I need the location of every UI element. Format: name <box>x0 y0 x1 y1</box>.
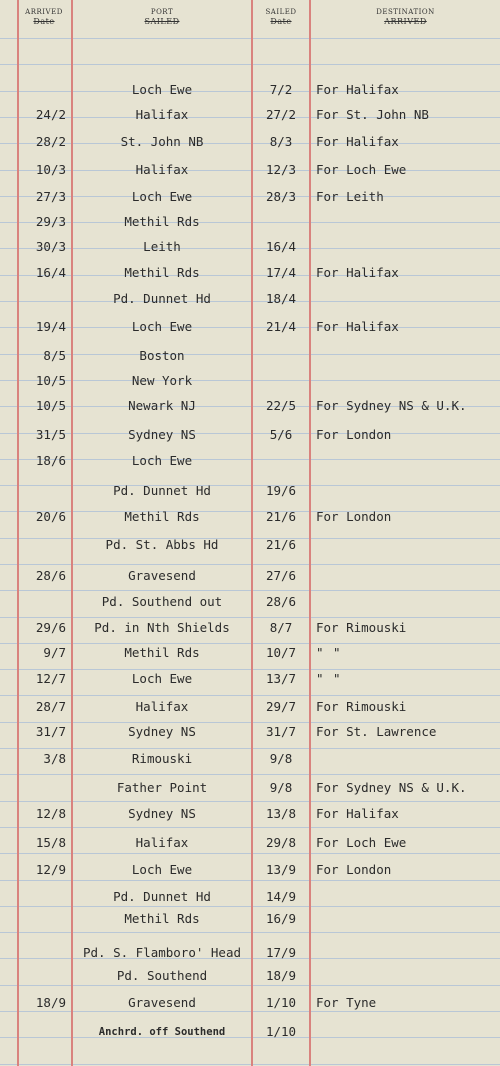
arrived-date: 12/9 <box>35 862 66 877</box>
sailed-date: 17/9 <box>265 945 297 960</box>
port-name: St. John NB <box>120 134 204 149</box>
table-row <box>0 131 500 153</box>
port-name: Halifax <box>135 699 189 714</box>
port-name: Pd. Southend out <box>101 594 223 609</box>
sailed-date: 29/8 <box>265 835 297 850</box>
sailed-date: 21/6 <box>265 509 297 524</box>
port-name: Pd. Dunnet Hd <box>113 889 211 904</box>
table-row <box>0 748 500 770</box>
table-row <box>0 370 500 392</box>
table-row <box>0 480 500 502</box>
table-row <box>0 534 500 556</box>
port-name: Loch Ewe <box>131 671 193 686</box>
port-name: Methil Rds <box>124 911 200 926</box>
port-name: Methil Rds <box>124 265 200 280</box>
sailed-date: 14/9 <box>265 889 297 904</box>
arrived-date: 15/8 <box>35 835 66 850</box>
port-name: Boston <box>139 348 185 363</box>
table-row <box>0 79 500 101</box>
sailed-date: 28/6 <box>265 594 297 609</box>
sailed-date: 21/6 <box>265 537 297 552</box>
port-name: Methil Rds <box>124 509 200 524</box>
table-row <box>0 803 500 825</box>
arrived-date: 24/2 <box>35 107 66 122</box>
arrived-date: 27/3 <box>35 189 66 204</box>
table-row <box>0 642 500 664</box>
sailed-date: 16/9 <box>265 911 297 926</box>
table-row <box>0 777 500 799</box>
port-name: Sydney NS <box>128 806 196 821</box>
table-row <box>0 262 500 284</box>
sailed-date: 5/6 <box>269 427 293 442</box>
table-row <box>0 886 500 908</box>
table-row <box>0 424 500 446</box>
table-row <box>0 316 500 338</box>
port-name: Leith <box>143 239 181 254</box>
sailed-date: 1/10 <box>265 995 297 1010</box>
port-name: Halifax <box>135 107 189 122</box>
port-name: Methil Rds <box>124 214 200 229</box>
destination: For London <box>316 427 392 442</box>
ruled-line <box>0 64 500 65</box>
sailed-date: 12/3 <box>265 162 297 177</box>
destination: For London <box>316 862 392 877</box>
arrived-date: 29/3 <box>35 214 66 229</box>
ruled-line <box>0 801 500 802</box>
port-name: Loch Ewe <box>131 189 193 204</box>
sailed-date: 16/4 <box>265 239 297 254</box>
arrived-date: 29/6 <box>35 620 66 635</box>
table-row <box>0 721 500 743</box>
port-name: Halifax <box>135 162 189 177</box>
ruled-line <box>0 774 500 775</box>
arrived-date: 9/7 <box>43 645 66 660</box>
arrived-date: 12/7 <box>35 671 66 686</box>
arrived-date: 10/5 <box>35 373 66 388</box>
port-name: Loch Ewe <box>131 862 193 877</box>
table-row <box>0 211 500 233</box>
port-name: Pd. in Nth Shields <box>94 620 230 635</box>
port-name: Loch Ewe <box>131 453 193 468</box>
sailed-date: 9/8 <box>269 780 293 795</box>
arrived-date: 20/6 <box>35 509 66 524</box>
table-row <box>0 159 500 181</box>
sailed-date: 18/4 <box>265 291 297 306</box>
arrived-date: 31/7 <box>35 724 66 739</box>
port-name: Sydney NS <box>128 427 196 442</box>
destination: For Tyne <box>316 995 377 1010</box>
arrived-date: 28/2 <box>35 134 66 149</box>
table-row <box>0 1021 500 1043</box>
sailed-date: 31/7 <box>265 724 297 739</box>
destination: " " <box>316 645 342 660</box>
sailed-date: 8/7 <box>269 620 293 635</box>
destination: For Halifax <box>316 265 399 280</box>
arrived-date: 8/5 <box>43 348 66 363</box>
arrived-date: 18/9 <box>35 995 66 1010</box>
ruled-line <box>0 1064 500 1065</box>
port-name: Gravesend <box>128 568 196 583</box>
header-destination: DESTINATION ARRIVED <box>376 8 435 26</box>
sailed-date: 9/8 <box>269 751 293 766</box>
destination: For Halifax <box>316 806 399 821</box>
port-name: Anchrd. off Southend <box>98 1026 226 1038</box>
ruled-line <box>0 827 500 828</box>
table-row <box>0 668 500 690</box>
sailed-date: 1/10 <box>265 1024 297 1039</box>
destination: For Leith <box>316 189 384 204</box>
table-row <box>0 992 500 1014</box>
sailed-date: 13/8 <box>265 806 297 821</box>
destination: For Sydney NS & U.K. <box>316 780 467 795</box>
arrived-date: 30/3 <box>35 239 66 254</box>
arrived-date: 18/6 <box>35 453 66 468</box>
table-row <box>0 591 500 613</box>
sailed-date: 22/5 <box>265 398 297 413</box>
ruled-line <box>0 38 500 39</box>
port-name: Methil Rds <box>124 645 200 660</box>
port-name: Rimouski <box>131 751 193 766</box>
table-row <box>0 236 500 258</box>
header-port: PORT SAILED <box>144 8 180 26</box>
sailed-date: 29/7 <box>265 699 297 714</box>
port-name: Pd. Dunnet Hd <box>113 291 211 306</box>
sailed-date: 18/9 <box>265 968 297 983</box>
sailed-date: 13/7 <box>265 671 297 686</box>
sailed-date: 8/3 <box>269 134 293 149</box>
arrived-date: 16/4 <box>35 265 66 280</box>
sailed-date: 19/6 <box>265 483 297 498</box>
table-row <box>0 832 500 854</box>
header-sailed: SAILED Date <box>265 8 297 26</box>
arrived-date: 31/5 <box>35 427 66 442</box>
destination: For Sydney NS & U.K. <box>316 398 467 413</box>
port-name: Pd. S. Flamboro' Head <box>82 945 242 960</box>
destination: For Halifax <box>316 82 399 97</box>
table-row <box>0 104 500 126</box>
table-row <box>0 288 500 310</box>
table-header <box>0 0 500 36</box>
table-row <box>0 345 500 367</box>
table-row <box>0 186 500 208</box>
table-row <box>0 696 500 718</box>
destination: For Halifax <box>316 319 399 334</box>
port-name: Gravesend <box>128 995 196 1010</box>
table-row <box>0 942 500 964</box>
sailed-date: 28/3 <box>265 189 297 204</box>
arrived-date: 19/4 <box>35 319 66 334</box>
table-row <box>0 617 500 639</box>
table-row <box>0 908 500 930</box>
port-name: Father Point <box>116 780 208 795</box>
destination: " " <box>316 671 342 686</box>
destination: For Halifax <box>316 134 399 149</box>
arrived-date: 10/3 <box>35 162 66 177</box>
arrived-date: 28/6 <box>35 568 66 583</box>
destination: For Rimouski <box>316 620 407 635</box>
arrived-date: 28/7 <box>35 699 66 714</box>
destination: For St. Lawrence <box>316 724 437 739</box>
destination: For Loch Ewe <box>316 162 407 177</box>
port-name: Newark NJ <box>128 398 196 413</box>
table-row <box>0 859 500 881</box>
destination: For London <box>316 509 392 524</box>
port-name: Loch Ewe <box>131 82 193 97</box>
sailed-date: 27/6 <box>265 568 297 583</box>
arrived-date: 12/8 <box>35 806 66 821</box>
sailed-date: 13/9 <box>265 862 297 877</box>
destination: For Loch Ewe <box>316 835 407 850</box>
port-name: Sydney NS <box>128 724 196 739</box>
table-row <box>0 965 500 987</box>
port-name: Pd. Dunnet Hd <box>113 483 211 498</box>
destination: For Rimouski <box>316 699 407 714</box>
sailed-date: 7/2 <box>269 82 293 97</box>
port-name: Pd. St. Abbs Hd <box>105 537 219 552</box>
header-arrived: ARRIVED Date <box>25 8 63 26</box>
port-name: New York <box>131 373 193 388</box>
arrived-date: 3/8 <box>43 751 66 766</box>
port-name: Halifax <box>135 835 189 850</box>
port-name: Loch Ewe <box>131 319 193 334</box>
arrived-date: 10/5 <box>35 398 66 413</box>
table-row <box>0 565 500 587</box>
destination: For St. John NB <box>316 107 429 122</box>
port-name: Pd. Southend <box>116 968 208 983</box>
sailed-date: 17/4 <box>265 265 297 280</box>
sailed-date: 21/4 <box>265 319 297 334</box>
sailed-date: 27/2 <box>265 107 297 122</box>
table-row <box>0 395 500 417</box>
table-row <box>0 450 500 472</box>
ruled-line <box>0 932 500 933</box>
sailed-date: 10/7 <box>265 645 297 660</box>
table-row <box>0 506 500 528</box>
